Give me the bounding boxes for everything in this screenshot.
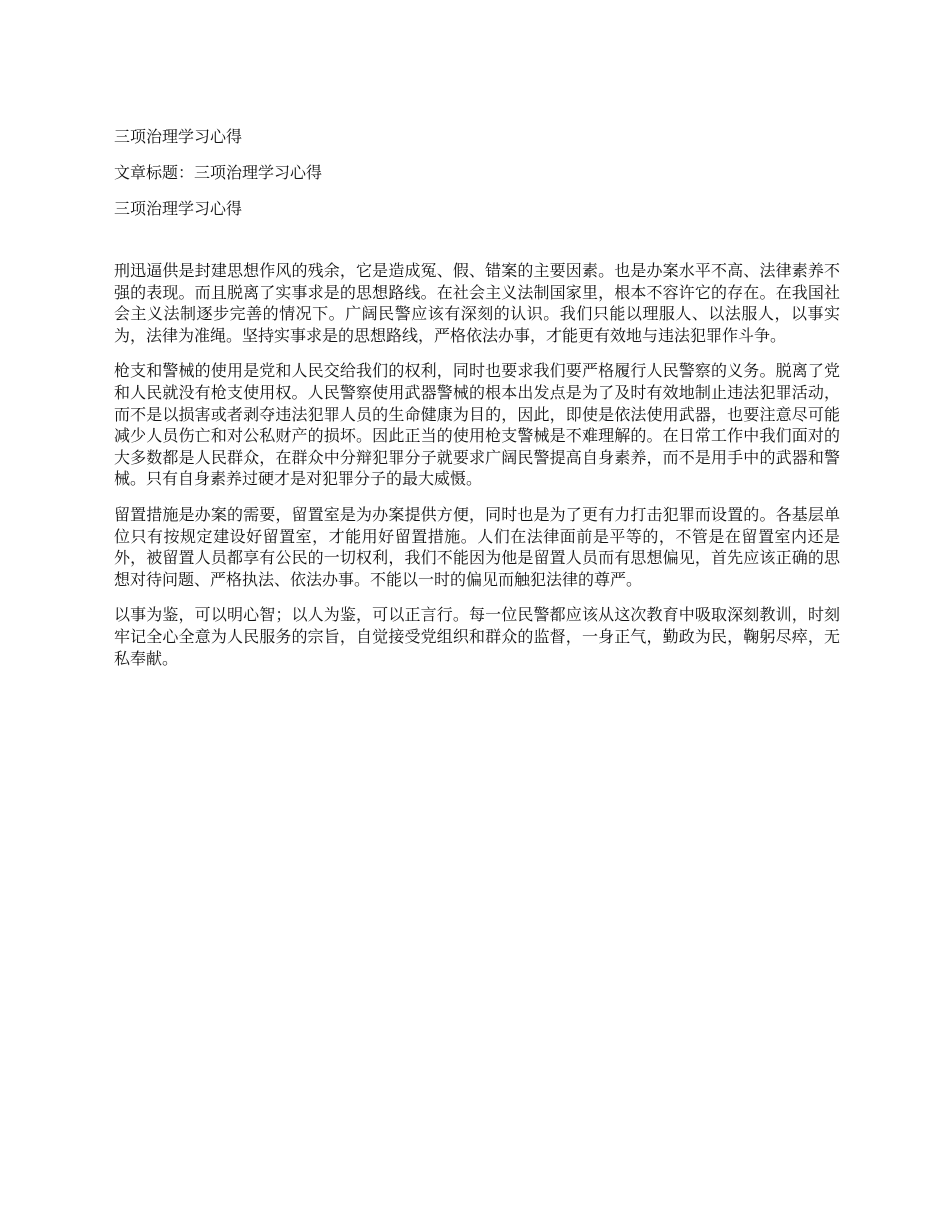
paragraph-2: 枪支和警械的使用是党和人民交给我们的权利，同时也要求我们要严格履行人民警察的义务。脱离了党和人民就没有枪支使用权。人民警察使用武器警械的根本出发点是为了及时有效地制止违法犯罪活动，而不是以损害或者剥夺违法犯罪人员的生命健康为目的，因此，即使是依法使用武器，也要注意尽可能减少人员伤亡和对公私财产的损坏。因此正当的使用枪支警械是不难理解的。在日常工作中我们面对的大多数都是人民群众，在群众中分辩犯罪分子就要求广阔民警提高自身素养，而不是用手中的武器和警械。只有自身素养过硬才是对犯罪分子的最大威慑。 xyxy=(114,361,840,489)
spacer xyxy=(114,234,840,260)
document-title: 三项治理学习心得 xyxy=(114,127,243,146)
document-body xyxy=(114,126,840,683)
paragraph-4: 以事为鉴，可以明心智；以人为鉴，可以正言行。每一位民警都应该从这次教育中吸取深刻教训，时刻牢记全心全意为人民服务的宗旨，自觉接受党组织和群众的监督，一身正气，勤政为民，鞠躬尽瘁，无私奉献。 xyxy=(114,605,840,668)
document-subtitle: 三项治理学习心得 xyxy=(114,199,243,218)
paragraph-1: 刑迅逼供是封建思想作风的残余，它是造成冤、假、错案的主要因素。也是办案水平不高、法律素养不强的表现。而且脱离了实事求是的思想路线。在社会主义法制国家里，根本不容许它的存在。在我国社会主义法制逐步完善的情况下。广阔民警应该有深刻的认识。我们只能以理服人、以法服人，以事实为，法律为准绳。坚持实事求是的思想路线，严格依法办事，才能更有效地与违法犯罪作斗争。 xyxy=(114,261,840,345)
paragraph-3: 留置措施是办案的需要，留置室是为办案提供方便，同时也是为了更有力打击犯罪而设置的。各基层单位只有按规定建设好留置室，才能用好留置措施。人们在法律面前是平等的，不管是在留置室内还是外，被留置人员都享有公民的一切权利，我们不能因为他是留置人员而有思想偏见，首先应该正确的思想对待问题、严格执法、依法办事。不能以一时的偏见而触犯法律的尊严。 xyxy=(114,504,840,589)
article-title-line: 文章标题：三项治理学习心得 xyxy=(114,163,323,182)
